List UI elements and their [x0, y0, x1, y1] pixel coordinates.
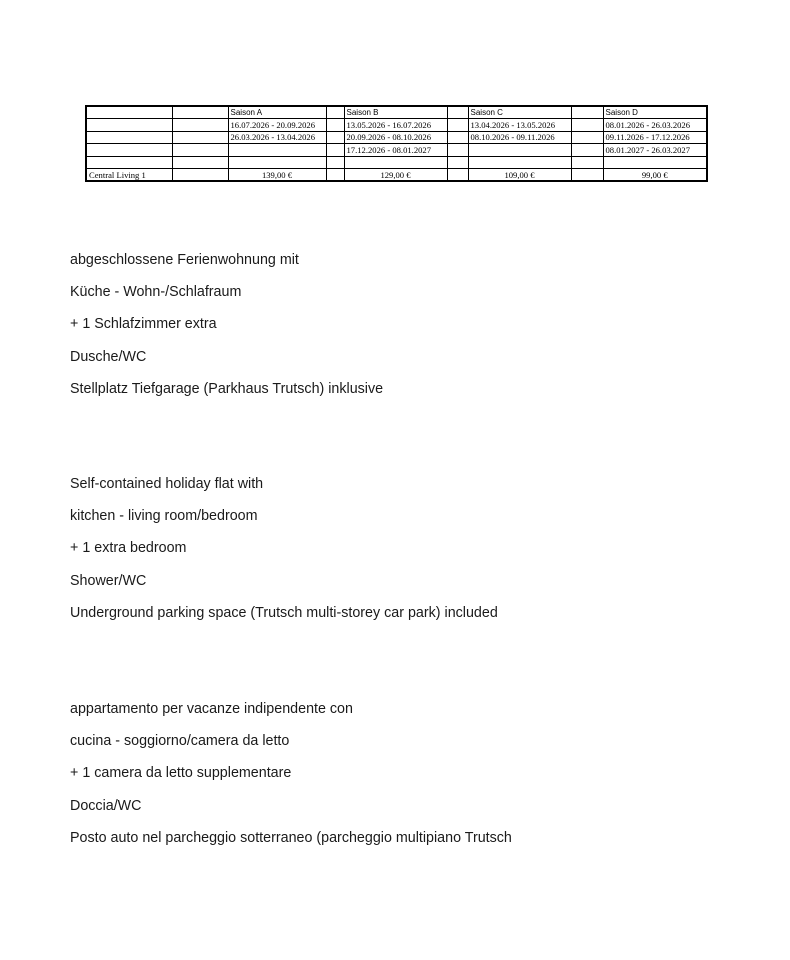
season-header-row	[86, 106, 707, 119]
price-row	[86, 168, 707, 181]
description-line: Self-contained holiday flat with	[70, 476, 264, 492]
price-cell: 139,00 €	[228, 168, 326, 181]
date-range-cell	[468, 144, 571, 156]
date-row	[86, 119, 707, 131]
description-line: Posto auto nel parcheggio sotterraneo (parcheggio multipiano Trutsch	[70, 829, 512, 846]
season-header: Saison D	[603, 106, 707, 119]
season-header: Saison A	[228, 106, 326, 119]
season-rate-table	[85, 105, 708, 182]
description-line: Stellplatz Tiefgarage (Parkhaus Trutsch) inklusive	[70, 380, 384, 397]
description-line: abgeschlossene Ferienwohnung mit	[70, 252, 299, 268]
italian-description	[70, 700, 512, 861]
price-cell: 129,00 €	[344, 168, 447, 181]
season-header: Saison C	[468, 106, 571, 119]
description-line: kitchen - living room/bedroom	[70, 508, 258, 525]
description-line: Underground parking space (Trutsch multi-storey car park) included	[70, 604, 498, 621]
season-header: Saison B	[344, 106, 447, 119]
date-range-cell: 08.10.2026 - 09.11.2026	[468, 131, 571, 143]
date-range-cell	[603, 156, 707, 168]
date-range-cell: 16.07.2026 - 20.09.2026	[228, 119, 326, 131]
date-range-cell	[228, 144, 326, 156]
german-description	[70, 251, 383, 412]
date-row	[86, 156, 707, 168]
description-line: cucina - soggiorno/camera da letto	[70, 733, 290, 750]
english-description	[70, 475, 498, 636]
description-line: + 1 extra bedroom	[70, 540, 187, 557]
date-range-cell: 17.12.2026 - 08.01.2027	[344, 144, 447, 156]
price-cell: 99,00 €	[603, 168, 707, 181]
date-row	[86, 131, 707, 143]
date-range-cell	[468, 156, 571, 168]
date-range-cell: 20.09.2026 - 08.10.2026	[344, 131, 447, 143]
date-range-cell: 13.04.2026 - 13.05.2026	[468, 119, 571, 131]
date-range-cell: 09.11.2026 - 17.12.2026	[603, 131, 707, 143]
unit-name: Central Living 1	[86, 168, 172, 181]
description-line: + 1 camera da letto supplementare	[70, 765, 292, 782]
description-line: appartamento per vacanze indipendente con	[70, 701, 353, 717]
description-line: Küche - Wohn-/Schlafraum	[70, 284, 242, 301]
description-line: Dusche/WC	[70, 348, 147, 365]
date-range-cell: 26.03.2026 - 13.04.2026	[228, 131, 326, 143]
date-range-cell: 08.01.2027 - 26.03.2027	[603, 144, 707, 156]
description-line: Shower/WC	[70, 572, 147, 589]
date-row	[86, 144, 707, 156]
description-line: + 1 Schlafzimmer extra	[70, 316, 217, 333]
price-cell: 109,00 €	[468, 168, 571, 181]
date-range-cell: 13.05.2026 - 16.07.2026	[344, 119, 447, 131]
date-range-cell	[228, 156, 326, 168]
date-range-cell: 08.01.2026 - 26.03.2026	[603, 119, 707, 131]
date-range-cell	[344, 156, 447, 168]
description-line: Doccia/WC	[70, 797, 142, 814]
